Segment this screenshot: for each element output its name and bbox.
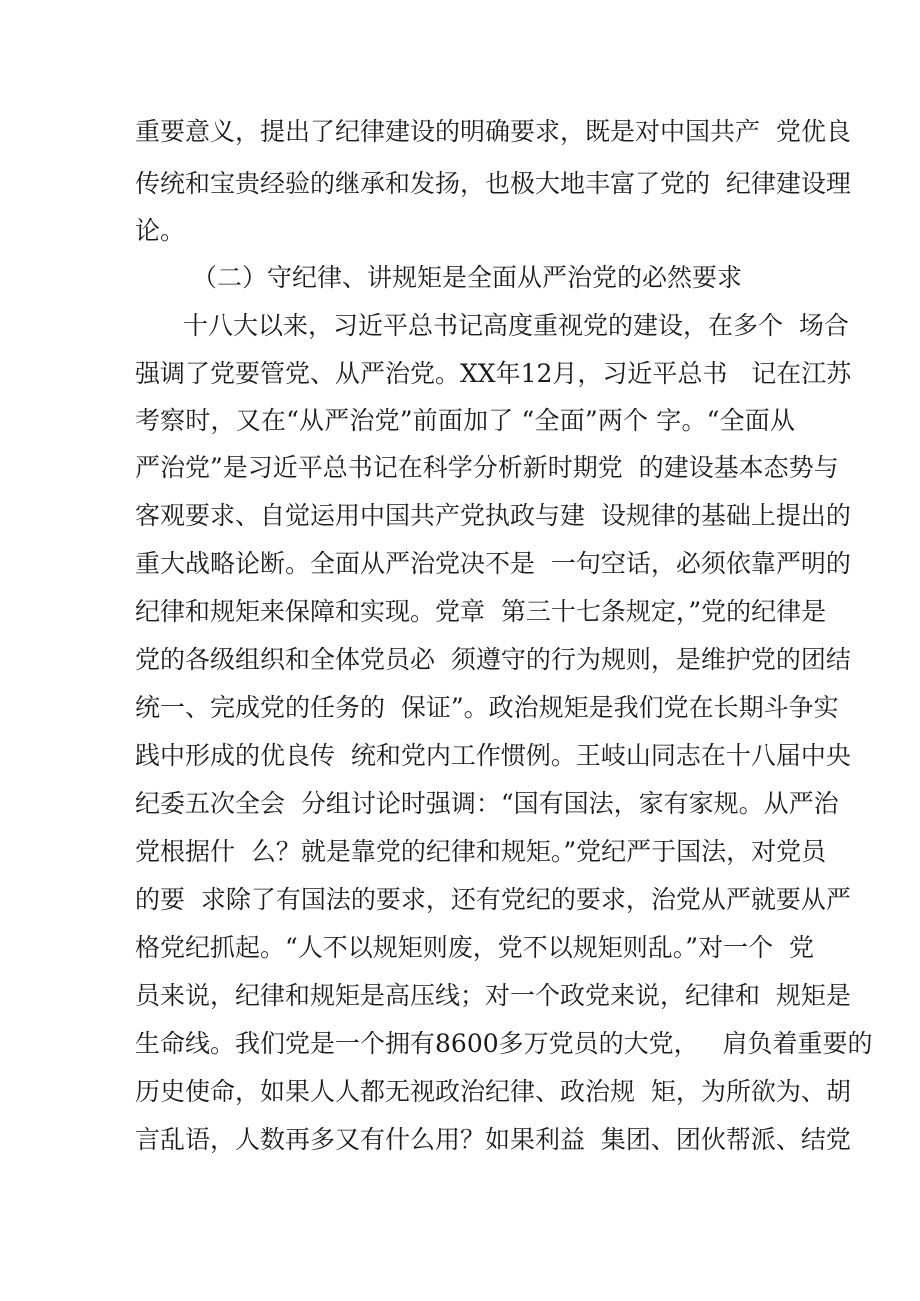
paragraph-2-line-4: 严治党”是习近平总书记在科学分析新时期党 的建设基本态势与 [135, 453, 839, 482]
paragraph-2-line-7: 纪律和规矩来保障和实现。党章 第三十七条规定，”党的纪律是 [135, 597, 827, 626]
paragraph-2-line-14: 格党纪抓起。“人不以规矩则废，党不以规矩则乱。”对一个 党 [135, 933, 814, 962]
paragraph-2-line-3: 考察时，又在“从严治党”前面加了 “全面”两个 字。“全面从 [135, 406, 795, 435]
paragraph-2-line-16: 生命线。我们党是一个拥有8600多万党员的大党， 肩负着重要的 [135, 1029, 873, 1058]
paragraph-2-line-8: 党的各级组织和全体党员必 须遵守的行为规则，是维护党的团结 [135, 645, 851, 674]
paragraph-2-line-9: 统一、完成党的任务的 保证”。政治规矩是我们党在长期斗争实 [135, 693, 839, 722]
paragraph-2-line-10: 践中形成的优良传 统和党内工作惯例。王岐山同志在十八届中央 [135, 741, 851, 770]
paragraph-2-line-5: 客观要求、自觉运用中国共产党执政与建 设规律的基础上提出的 [135, 501, 851, 530]
paragraph-1-line-3: 论。 [135, 216, 186, 245]
paragraph-2-line-11: 纪委五次全会 分组讨论时强调：“国有国法，家有家规。从严治 [135, 789, 839, 818]
paragraph-2-line-2: 强调了党要管党、从严治党。XX年12月，习近平总书 记在江苏 [135, 359, 852, 388]
paragraph-2-line-1: 十八大以来，习近平总书记高度重视党的建设，在多个 场合 [183, 311, 849, 340]
paragraph-2-line-15: 员来说，纪律和规矩是高压线；对一个政党来说，纪律和 规矩是 [135, 981, 851, 1010]
paragraph-2-line-12: 党根据什 么？就是靠党的纪律和规矩。”党纪严于国法，对党员 [135, 837, 827, 866]
paragraph-1-line-1: 重要意义，提出了纪律建设的明确要求，既是对中国共产 党优良 [135, 117, 851, 146]
paragraph-2-line-6: 重大战略论断。全面从严治党决不是 一句空话，必须依靠严明的 [135, 549, 851, 578]
paragraph-2-line-18: 言乱语，人数再多又有什么用？如果利益 集团、团伙帮派、结党 [135, 1125, 851, 1154]
paragraph-2-line-13: 的要 求除了有国法的要求，还有党纪的要求，治党从严就要从严 [135, 885, 851, 914]
paragraph-1-line-2: 传统和宝贵经验的继承和发扬，也极大地丰富了党的 纪律建设理 [135, 169, 851, 198]
section-heading: （二）守纪律、讲规矩是全面从严治党的必然要求 [191, 263, 742, 292]
paragraph-2-line-17: 历史使命，如果人人都无视政治纪律、政治规 矩，为所欲为、胡 [135, 1077, 851, 1106]
